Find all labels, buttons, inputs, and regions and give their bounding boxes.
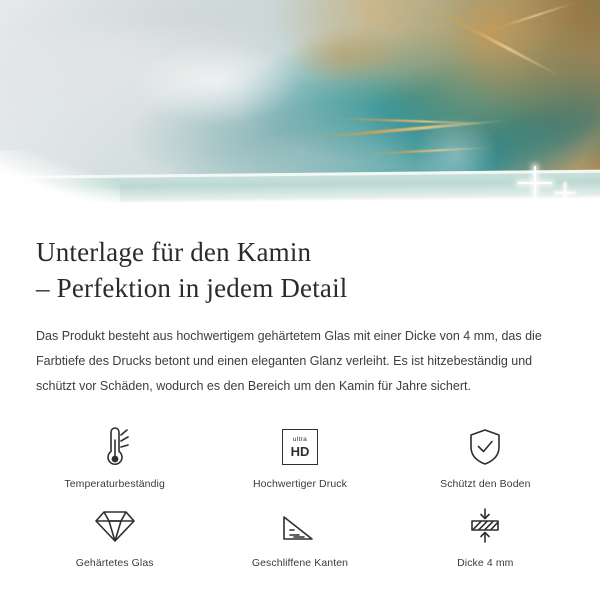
feature-grid <box>0 419 600 569</box>
headline-line-2: – Perfektion in jedem Detail <box>36 273 348 304</box>
feature-label: Schützt den Boden <box>440 478 531 491</box>
feature-label: Gehärtetes Glas <box>75 557 154 570</box>
page-title <box>36 234 556 306</box>
headline-line-1: Unterlage für den Kamin <box>36 237 312 267</box>
polished-edges-icon <box>280 504 320 548</box>
feature-item-thickness <box>393 498 578 569</box>
badge-top-text: ultra <box>292 436 308 444</box>
feature-label: Temperaturbeständig <box>64 478 165 491</box>
text-content <box>0 212 600 569</box>
feature-label: Dicke 4 mm <box>457 557 514 570</box>
feature-item-floor-protection <box>393 419 578 490</box>
hero-image <box>0 0 600 212</box>
feature-item-tempered-glass <box>22 498 207 569</box>
thermometer-icon <box>95 425 135 469</box>
feature-label: Hochwertiger Druck <box>252 478 347 491</box>
shield-check-icon <box>466 425 504 469</box>
badge-bottom-text: HD <box>290 443 310 459</box>
corner-fade <box>0 150 120 212</box>
feature-item-polished-edges <box>207 498 392 569</box>
ultra-hd-badge-icon <box>282 425 318 469</box>
description-paragraph: Das Produkt besteht aus hochwertigem gehärtetem Glas mit einer Dicke von 4 mm, das die Farbtiefe des Drucks betont und einen eleganten Glanz verleiht. Es ist hitzebeständig und schützt vor Schäden, wodurch es den Bereich um den Kamin für Jahre sichert. <box>36 329 542 394</box>
diamond-icon <box>94 504 136 548</box>
thickness-arrows-icon <box>465 504 505 548</box>
feature-item-print-quality <box>207 419 392 490</box>
feature-label: Geschliffene Kanten <box>251 557 349 570</box>
feature-item-temperature <box>22 419 207 490</box>
